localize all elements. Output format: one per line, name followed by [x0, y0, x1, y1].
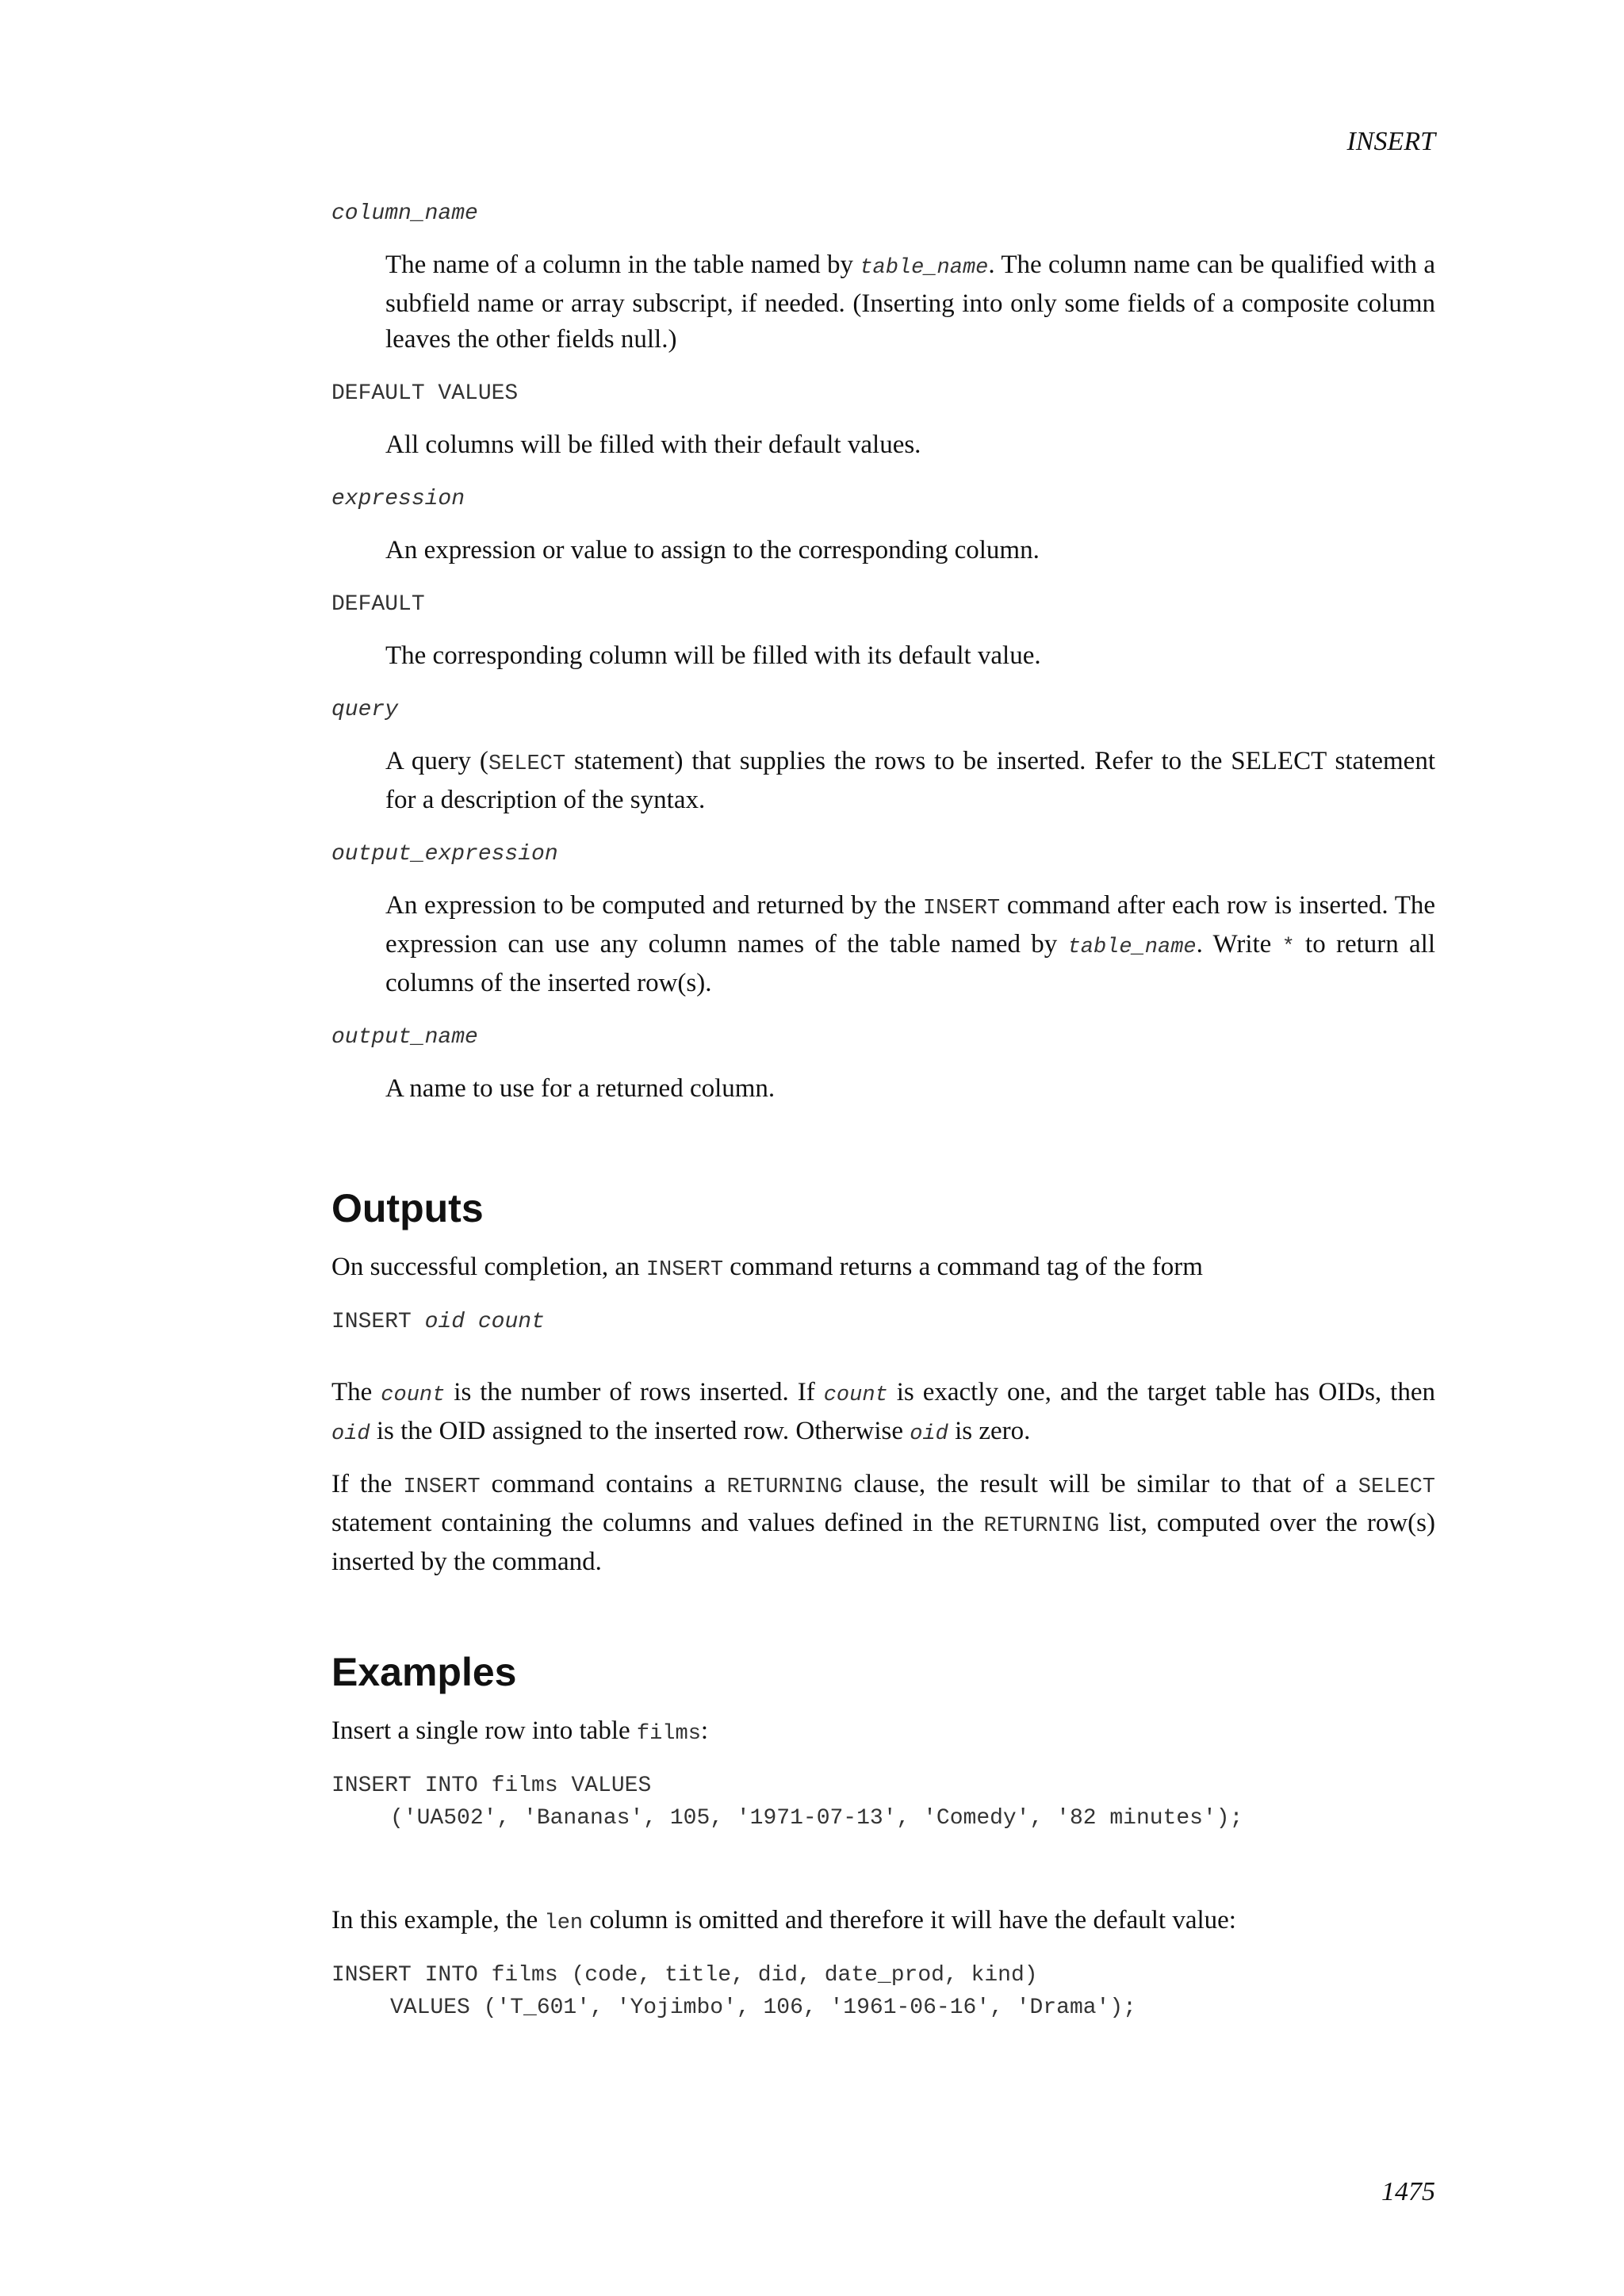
- param-desc-output-name: A name to use for a returned column.: [385, 1074, 776, 1103]
- text: clause, the result will be similar to that of a: [842, 1470, 1358, 1498]
- inline-code: INSERT: [403, 1475, 481, 1499]
- running-head: INSERT: [1346, 127, 1435, 156]
- param-term-expression: expression: [331, 487, 465, 511]
- param-term-default: DEFAULT: [331, 592, 425, 617]
- code-text: INSERT: [331, 1310, 425, 1334]
- example-1-intro: [331, 1713, 1435, 1752]
- text: command after each row is inserted. The expression can use any column names of the table named by: [385, 891, 1436, 959]
- text: Insert a single row into table: [331, 1716, 637, 1745]
- inline-code: count: [381, 1383, 446, 1407]
- text: . The column name can be qualified with a subfield name or array subscript, if needed. (Inserting into only some fields of a composite column leaves the other fields null.): [385, 251, 1435, 354]
- code-line: ('UA502', 'Bananas', 105, '1971-07-13', 'Comedy', '82 minutes');: [390, 1806, 1243, 1831]
- inline-code: count: [823, 1383, 888, 1407]
- text: to return all columns of the inserted row(s).: [385, 930, 1435, 997]
- outputs-paragraph-2: [331, 1375, 1435, 1452]
- command-tag-listing: [331, 1306, 1435, 1338]
- inline-code: table_name: [860, 256, 989, 280]
- param-term-default-values: DEFAULT VALUES: [331, 381, 519, 406]
- code-placeholder: count: [477, 1310, 545, 1334]
- param-term-query: query: [331, 698, 399, 722]
- text: statement) that supplies the rows to be inserted. Refer to the SELECT statement for a description of the syntax.: [385, 747, 1436, 814]
- text: command contains a: [480, 1470, 727, 1498]
- param-desc-column-name: [385, 247, 1435, 358]
- example-1-code: [331, 1770, 1435, 1835]
- param-desc-default-values: All columns will be filled with their default values.: [385, 430, 921, 459]
- code-line: INSERT INTO films VALUES: [331, 1774, 652, 1798]
- param-term-output-name: output_name: [331, 1025, 478, 1050]
- text: The name of a column in the table named by: [385, 251, 860, 279]
- text: statement containing the columns and values defined in the: [331, 1509, 984, 1537]
- code-line: VALUES ('T_601', 'Yojimbo', 106, '1961-06-16', 'Drama');: [390, 1996, 1136, 2020]
- text: command returns a command tag of the form: [723, 1253, 1203, 1281]
- example-2-code: [331, 1959, 1435, 2024]
- inline-code: table_name: [1067, 936, 1197, 959]
- outputs-paragraph-1: [331, 1249, 1435, 1288]
- inline-code: films: [636, 1722, 701, 1746]
- inline-code: len: [544, 1911, 584, 1935]
- text: If the: [331, 1470, 404, 1498]
- page-content: [331, 198, 1435, 2061]
- param-desc-expression: An expression or value to assign to the corresponding column.: [385, 536, 1040, 564]
- inline-code: INSERT: [645, 1258, 724, 1282]
- inline-code: SELECT: [488, 752, 566, 776]
- text: A query (: [385, 747, 488, 775]
- param-desc-default: The corresponding column will be filled with its default value.: [385, 641, 1041, 670]
- example-2-intro: [331, 1903, 1435, 1942]
- text: is the number of rows inserted. If: [445, 1378, 824, 1406]
- text: is zero.: [948, 1417, 1031, 1445]
- text: list, computed over the row(s) inserted by the command.: [331, 1509, 1435, 1576]
- param-desc-output-expression: [385, 888, 1435, 1001]
- outputs-paragraph-3: [331, 1467, 1435, 1580]
- inline-code: oid: [331, 1422, 370, 1446]
- text: :: [700, 1716, 709, 1745]
- inline-code: RETURNING: [726, 1475, 843, 1499]
- page-number: 1475: [1381, 2177, 1435, 2206]
- inline-code: SELECT: [1358, 1475, 1435, 1499]
- inline-code: oid: [910, 1422, 948, 1446]
- code-line: INSERT INTO films (code, title, did, date_prod, kind): [331, 1963, 1038, 1988]
- text: On successful completion, an: [331, 1253, 646, 1281]
- text: is the OID assigned to the inserted row. Otherwise: [370, 1417, 910, 1445]
- text: column is omitted and therefore it will have the default value:: [583, 1906, 1236, 1934]
- section-heading-outputs: Outputs: [331, 1186, 484, 1230]
- inline-code: INSERT: [922, 897, 1001, 920]
- text: In this example, the: [331, 1906, 545, 1934]
- inline-code: RETURNING: [983, 1514, 1100, 1538]
- text: is exactly one, and the target table has OIDs, then: [887, 1378, 1435, 1406]
- param-desc-query: [385, 744, 1435, 818]
- code-placeholder: oid: [424, 1310, 465, 1334]
- text: . Write: [1196, 930, 1282, 959]
- text: The: [331, 1378, 381, 1406]
- param-term-column-name: column_name: [331, 201, 478, 226]
- param-term-output-expression: output_expression: [331, 842, 558, 867]
- inline-code: *: [1281, 936, 1295, 959]
- section-heading-examples: Examples: [331, 1650, 517, 1694]
- text: An expression to be computed and returned by the: [385, 891, 923, 920]
